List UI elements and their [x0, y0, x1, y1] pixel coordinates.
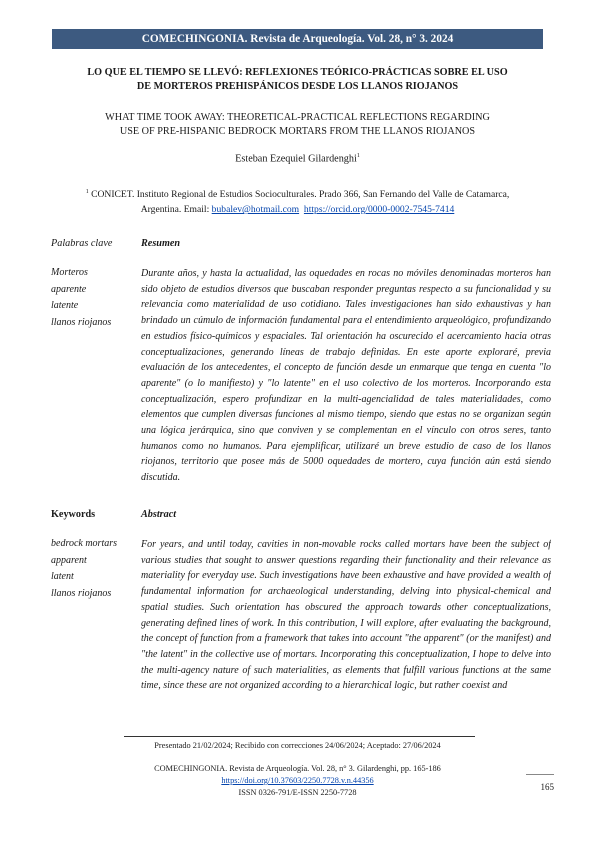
affiliation-line2: [50, 202, 545, 217]
abstract-heading-es: Resumen: [141, 238, 181, 249]
journal-header-text: COMECHINGONIA. Revista de Arqueología. Vol. 28, n° 3. 2024: [141, 33, 454, 45]
title-spanish: [40, 66, 555, 94]
journal-header-bar: [52, 29, 543, 49]
citation-block: [40, 763, 555, 799]
submission-dates: Presentado 21/02/2024; Recibido con correcciones 24/06/2024; Aceptado: 27/06/2024: [154, 741, 441, 750]
affiliation-text: CONICET. Instituto Regional de Estudios Socioculturales. Prado 366, San Fernando del Valle de Catamarca,: [88, 189, 510, 201]
affiliation: [50, 185, 545, 217]
keywords-heading-es: Palabras clave: [51, 238, 113, 249]
title-english: [40, 111, 555, 139]
issn-text: ISSN 0326-791/E-ISSN 2250-7728: [238, 788, 357, 797]
keyword-en: llanos riojanos: [51, 587, 112, 599]
page-number-rule: [526, 774, 554, 775]
affiliation-country: Argentina. Email:: [140, 204, 212, 216]
title-english-line2: USE OF PRE-HISPANIC BEDROCK MORTARS FROM THE LLANOS RIOJANOS: [119, 126, 476, 137]
keyword-en: bedrock mortars: [51, 538, 118, 549]
author: [40, 153, 555, 164]
page-number: 165: [540, 782, 554, 792]
author-name: Esteban Ezequiel Gilardenghi: [235, 153, 357, 165]
abstract-text-en: For years, and until today, cavities in non-movable rocks called mortars have been the subject of various studies that sought to answer questions regarding their functionality and their relevance as materiality for everyday use. Such investigations have been exhaustive and have provided a wealth of fundamental information for archaeological understanding, delving into physical-chemical and spatial studies. Such orientation has obscured the approach towards other conceptualizations, generating defined lines of work. In this contribution, I will explore, after evaluating the background, the concept of function from a framework that takes into account "the apparent" (or the manifest) and "the latent" in the collective use of mortars. Incorporating this conceptualization, I hope to delve into the multi-agency nature of such materialities, as elements that fulfill various functions at the same time, since these are not organized according to a hierarchical logic, but rather coexist and: [141, 539, 551, 692]
keywords-heading-en: Keywords: [51, 509, 96, 520]
author-footnote-mark: 1: [356, 153, 360, 159]
abstract-text-es: Durante años, y hasta la actualidad, las oquedades en rocas no móviles denominadas morteros han sido objeto de estudios diversos que buscaban responder preguntas respecto a su funcionalidad y su relevancia como materialidad de uso cotidiano. Tales investigaciones han sido exhaustivas y han brindado un cúmulo de información fundamental para el entendimiento arqueológico, profundizando en estudios físico-químicos y espaciales. Tal orientación ha oscurecido el acercamiento hacia otras conceptualizaciones, generando líneas de trabajo definidas. En este aporte exploraré, previa evaluación de los antecedentes, el concepto de función desde un enmarque que tenga en cuenta "lo aparente" (o lo manifiesto) y "lo latente" en el uso colectivo de los morteros. Incorporando esta conceptualización, espero profundizar en la multi-agencialidad de tales materialidades, como elementos que cumplen diversas funciones al mismo tiempo, siendo que estas no se organizan según una lógica jerárquica, sino que conviven y se complementan en el vínculo con otros seres, tanto humanos como no humanos. Para ejemplificar, utilizaré un breve estudio de caso de los llanos riojanos, territorio que posee más de 5000 oquedades de mortero, cuya función aún está siendo discutida.: [141, 268, 551, 484]
keyword-es: Morteros: [51, 267, 88, 278]
keywords-list-es: [51, 265, 111, 331]
keyword-en: latent: [51, 571, 74, 582]
title-spanish-line2: DE MORTEROS PREHISPÁNICOS DESDE LOS LLANOS RIOJANOS: [136, 81, 459, 92]
keyword-en: apparent: [51, 554, 87, 566]
orcid-link[interactable]: https://orcid.org/0000-0002-7545-7414: [303, 204, 455, 216]
affiliation-mark: 1: [85, 189, 89, 195]
footer-divider: [124, 736, 475, 737]
affiliation-line1: [50, 185, 545, 202]
keyword-es: llanos riojanos: [51, 316, 112, 328]
title-english-line1: WHAT TIME TOOK AWAY: THEORETICAL-PRACTICAL REFLECTIONS REGARDING: [105, 112, 490, 123]
title-spanish-line1: LO QUE EL TIEMPO SE LLEVÓ: REFLEXIONES TEÓRICO-PRÁCTICAS SOBRE EL USO: [87, 67, 508, 78]
keyword-es: latente: [51, 300, 79, 311]
email-link[interactable]: bubalev@hotmail.com: [211, 204, 300, 216]
doi-link[interactable]: https://doi.org/10.37603/2250.7728.v.n.44356: [221, 776, 374, 785]
abstract-heading-en: Abstract: [141, 509, 177, 520]
keywords-list-en: [51, 536, 117, 602]
keyword-es: aparente: [51, 283, 87, 295]
citation-text: COMECHINGONIA. Revista de Arqueología. Vol. 28, n° 3. Gilardenghi, pp. 165-186: [154, 764, 441, 773]
